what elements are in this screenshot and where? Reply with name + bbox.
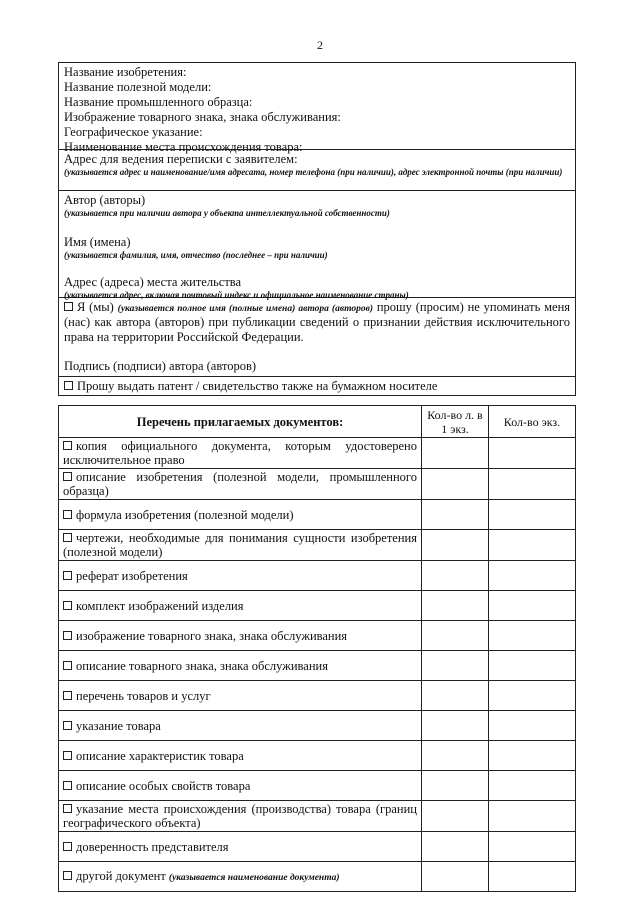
document-checkbox[interactable] bbox=[63, 601, 72, 610]
consent-start: Я (мы) bbox=[77, 300, 114, 314]
copies-header: Кол-во экз. bbox=[489, 406, 576, 438]
document-checkbox[interactable] bbox=[63, 571, 72, 580]
copies-count-cell[interactable] bbox=[489, 741, 576, 771]
document-name-cell bbox=[59, 621, 422, 651]
pages-count-cell[interactable] bbox=[422, 862, 489, 892]
document-checkbox[interactable] bbox=[63, 721, 72, 730]
pages-count-cell[interactable] bbox=[422, 681, 489, 711]
pages-count-cell[interactable] bbox=[422, 469, 489, 500]
consent-text: прошу (просим) не упоминать меня (нас) как автора (авторов) при публикации сведений о признании действия исключительного права на территории Российской Федерации. bbox=[64, 300, 571, 344]
copies-count-cell[interactable] bbox=[489, 469, 576, 500]
pages-count-cell[interactable] bbox=[422, 438, 489, 469]
document-name-cell bbox=[59, 469, 422, 500]
copies-count-cell[interactable] bbox=[489, 711, 576, 741]
pages-count-cell[interactable] bbox=[422, 711, 489, 741]
document-checkbox[interactable] bbox=[63, 441, 72, 450]
document-label: описание особых свойств товара bbox=[76, 778, 251, 793]
author-residence-hint: (указывается адрес, включая почтовый индекс и официальное наименование страны) bbox=[64, 290, 409, 300]
author-name-hint: (указывается фамилия, имя, отчество (последнее – при наличии) bbox=[64, 250, 328, 260]
document-label: указание места происхождения (производства) товара (границ географического объекта) bbox=[63, 802, 417, 830]
copies-count-cell[interactable] bbox=[489, 621, 576, 651]
documents-header: Перечень прилагаемых документов: bbox=[59, 406, 422, 438]
consent-hint: (указывается полное имя (полные имена) автора (авторов) bbox=[117, 304, 374, 314]
author-signature-label: Подпись (подписи) автора (авторов) bbox=[64, 359, 257, 373]
document-checkbox[interactable] bbox=[63, 510, 72, 519]
document-label: чертежи, необходимые для понимания сущности изобретения (полезной модели) bbox=[63, 531, 417, 559]
copies-count-cell[interactable] bbox=[489, 862, 576, 892]
document-row bbox=[59, 801, 576, 832]
document-row bbox=[59, 681, 576, 711]
document-row bbox=[59, 771, 576, 801]
page-number: 2 bbox=[317, 38, 323, 52]
author-hint: (указывается при наличии автора у объекта интеллектуальной собственности) bbox=[64, 208, 390, 218]
document-label: доверенность представителя bbox=[76, 839, 229, 854]
document-row bbox=[59, 591, 576, 621]
document-name-cell bbox=[59, 711, 422, 741]
correspondence-address-label: Адрес для ведения переписки с заявителем: bbox=[64, 152, 298, 166]
geo-indication-label: Географическое указание: bbox=[64, 125, 203, 139]
pages-count-cell[interactable] bbox=[422, 500, 489, 530]
other-document-hint: (указывается наименование документа) bbox=[168, 873, 340, 883]
pages-count-cell[interactable] bbox=[422, 621, 489, 651]
documents-header-row bbox=[59, 406, 576, 438]
document-row bbox=[59, 651, 576, 681]
document-label: формула изобретения (полезной модели) bbox=[76, 507, 294, 522]
copies-count-cell[interactable] bbox=[489, 591, 576, 621]
document-checkbox[interactable] bbox=[63, 781, 72, 790]
document-checkbox[interactable] bbox=[63, 472, 72, 481]
trademark-image-label: Изображение товарного знака, знака обслуживания: bbox=[64, 110, 341, 124]
document-label: перечень товаров и услуг bbox=[76, 688, 211, 703]
pages-count-cell[interactable] bbox=[422, 832, 489, 862]
application-form bbox=[58, 62, 576, 396]
document-row bbox=[59, 832, 576, 862]
document-checkbox[interactable] bbox=[63, 691, 72, 700]
paper-copy-label: Прошу выдать патент / свидетельство также на бумажном носителе bbox=[77, 379, 438, 393]
pages-count-cell[interactable] bbox=[422, 651, 489, 681]
document-name-cell bbox=[59, 530, 422, 561]
document-name-cell bbox=[59, 771, 422, 801]
document-row bbox=[59, 711, 576, 741]
copies-count-cell[interactable] bbox=[489, 681, 576, 711]
object-names-section bbox=[59, 63, 575, 154]
document-label: копия официального документа, которым удостоверено исключительное право bbox=[63, 439, 417, 467]
document-label: описание характеристик товара bbox=[76, 748, 244, 763]
document-checkbox[interactable] bbox=[63, 751, 72, 760]
consent-section bbox=[59, 298, 575, 377]
document-row bbox=[59, 500, 576, 530]
copies-count-cell[interactable] bbox=[489, 530, 576, 561]
copies-count-cell[interactable] bbox=[489, 651, 576, 681]
utility-model-name-label: Название полезной модели: bbox=[64, 80, 212, 94]
copies-count-cell[interactable] bbox=[489, 500, 576, 530]
document-row bbox=[59, 561, 576, 591]
paper-copy-section bbox=[59, 377, 575, 395]
document-row bbox=[59, 469, 576, 500]
author-residence-label: Адрес (адреса) места жительства bbox=[64, 275, 242, 289]
origin-name-label: Наименование места происхождения товара: bbox=[64, 140, 303, 154]
document-name-cell bbox=[59, 832, 422, 862]
document-name-cell bbox=[59, 681, 422, 711]
document-checkbox[interactable] bbox=[63, 661, 72, 670]
document-row bbox=[59, 741, 576, 771]
document-name-cell bbox=[59, 561, 422, 591]
paper-copy-checkbox[interactable] bbox=[64, 381, 73, 390]
consent-checkbox[interactable] bbox=[64, 302, 73, 311]
pages-count-cell[interactable] bbox=[422, 741, 489, 771]
document-name-cell bbox=[59, 741, 422, 771]
correspondence-address-hint: (указывается адрес и наименование/имя адресата, номер телефона (при наличии), адрес электронной почты (при наличии) bbox=[64, 167, 563, 177]
document-label: изображение товарного знака, знака обслуживания bbox=[76, 628, 348, 643]
document-label: комплект изображений изделия bbox=[76, 598, 244, 613]
copies-count-cell[interactable] bbox=[489, 832, 576, 862]
document-row bbox=[59, 438, 576, 469]
document-label: указание товара bbox=[76, 718, 161, 733]
document-checkbox[interactable] bbox=[63, 871, 72, 880]
pages-count-cell[interactable] bbox=[422, 530, 489, 561]
author-label: Автор (авторы) bbox=[64, 193, 146, 207]
document-checkbox[interactable] bbox=[63, 533, 72, 542]
document-row bbox=[59, 621, 576, 651]
document-checkbox[interactable] bbox=[63, 842, 72, 851]
document-label: реферат изобретения bbox=[76, 568, 188, 583]
pages-count-cell[interactable] bbox=[422, 801, 489, 832]
attached-documents-table bbox=[58, 405, 576, 892]
invention-name-label: Название изобретения: bbox=[64, 65, 187, 79]
document-checkbox[interactable] bbox=[63, 804, 72, 813]
pages-count-cell[interactable] bbox=[422, 591, 489, 621]
correspondence-address-section[interactable] bbox=[59, 150, 575, 191]
document-label: описание изобретения (полезной модели, промышленного образца) bbox=[63, 470, 417, 498]
copies-count-cell[interactable] bbox=[489, 801, 576, 832]
document-name-cell bbox=[59, 862, 422, 892]
author-section[interactable] bbox=[59, 191, 575, 298]
document-name-cell bbox=[59, 591, 422, 621]
pages-count-cell[interactable] bbox=[422, 771, 489, 801]
document-label: описание товарного знака, знака обслуживания bbox=[76, 658, 328, 673]
industrial-design-name-label: Название промышленного образца: bbox=[64, 95, 253, 109]
document-name-cell bbox=[59, 438, 422, 469]
pages-count-cell[interactable] bbox=[422, 561, 489, 591]
document-name-cell bbox=[59, 651, 422, 681]
pages-per-copy-header: Кол-во л. в 1 экз. bbox=[422, 406, 489, 438]
copies-count-cell[interactable] bbox=[489, 438, 576, 469]
copies-count-cell[interactable] bbox=[489, 561, 576, 591]
document-name-cell bbox=[59, 500, 422, 530]
document-row bbox=[59, 862, 576, 892]
author-name-label: Имя (имена) bbox=[64, 235, 131, 249]
document-label: другой документ bbox=[76, 869, 166, 883]
document-name-cell bbox=[59, 801, 422, 832]
document-row bbox=[59, 530, 576, 561]
document-checkbox[interactable] bbox=[63, 631, 72, 640]
copies-count-cell[interactable] bbox=[489, 771, 576, 801]
